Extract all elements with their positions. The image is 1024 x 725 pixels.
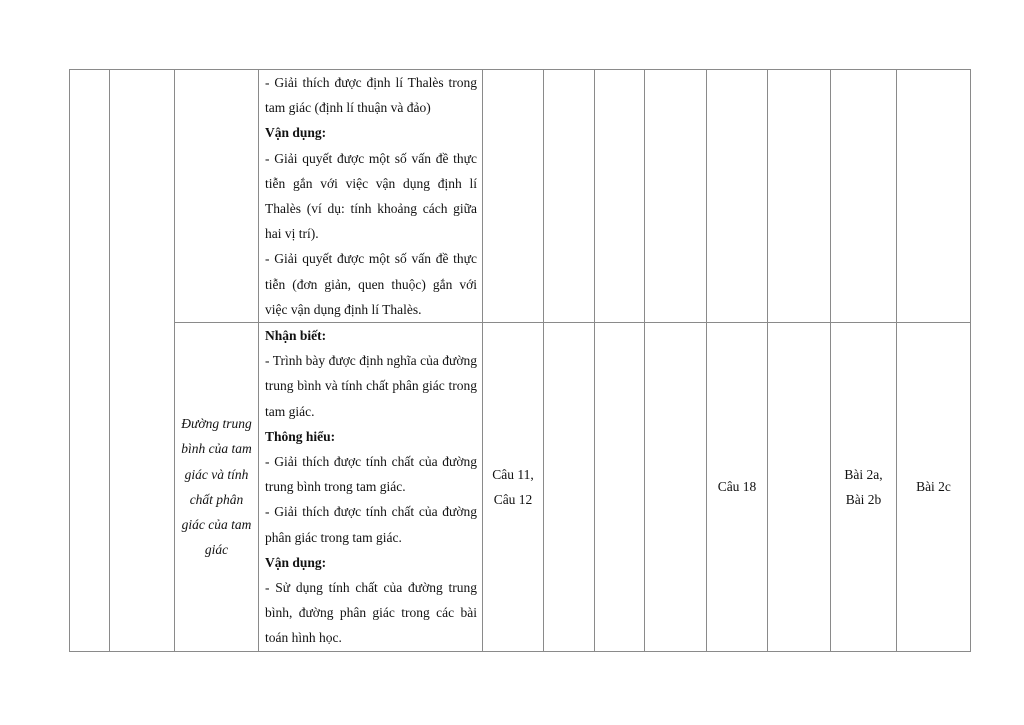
content-line: - Trình bày được định nghĩa của đường trung bình và tính chất phân giác trong tam giác. [265,353,477,419]
content-line: - Giải thích được tính chất của đường trung bình trong tam giác. [265,454,477,495]
empty-cell [645,323,707,652]
question-cell [483,323,544,652]
empty-cell [768,323,831,652]
empty-cell [595,323,645,652]
question-line: Câu 11, [492,466,534,482]
empty-cell [544,323,595,652]
section-heading: Nhận biết: [265,328,327,344]
section-heading: Vận dụng: [265,125,327,141]
empty-cell [645,70,707,323]
empty-cell [768,70,831,323]
empty-cell [483,70,544,323]
content-matrix-table [69,69,971,652]
content-line: - Giải quyết được một số vấn đề thực tiễn (đơn giản, quen thuộc) gắn với việc vận dụng định lí Thalès. [265,251,477,317]
section-heading: Vận dụng: [265,554,327,570]
topic-cell: Đường trung bình của tam giác và tính chất phân giác của tam giác [175,323,259,652]
content-line: - Sử dụng tính chất của đường trung bình, đường phân giác trong các bài toán hình học. [265,580,477,646]
empty-cell [175,70,259,323]
empty-cell [707,70,768,323]
empty-cell [544,70,595,323]
content-line: - Giải quyết được một số vấn đề thực tiễn gắn với việc vận dụng định lí Thalès (ví dụ: tính khoảng cách giữa hai vị trí). [265,150,477,242]
exercise-cell: Bài 2c [897,323,971,652]
empty-cell [70,70,110,652]
table-row [70,323,971,652]
row1-content-cell [259,70,483,323]
empty-cell [110,70,175,652]
empty-cell [595,70,645,323]
question-line: Câu 12 [493,491,533,507]
exercise-line: Bài 2b [845,491,882,507]
empty-cell [897,70,971,323]
exercise-cell [831,323,897,652]
row2-content-cell [259,323,483,652]
content-line: - Giải thích được tính chất của đường phân giác trong tam giác. [265,504,477,545]
content-line: - Giải thích được định lí Thalès trong tam giác (định lí thuận và đảo) [265,75,477,116]
table-row [70,70,971,323]
exercise-line: Bài 2a, [844,466,883,482]
question-cell: Câu 18 [707,323,768,652]
empty-cell [831,70,897,323]
section-heading: Thông hiểu: [265,428,336,444]
